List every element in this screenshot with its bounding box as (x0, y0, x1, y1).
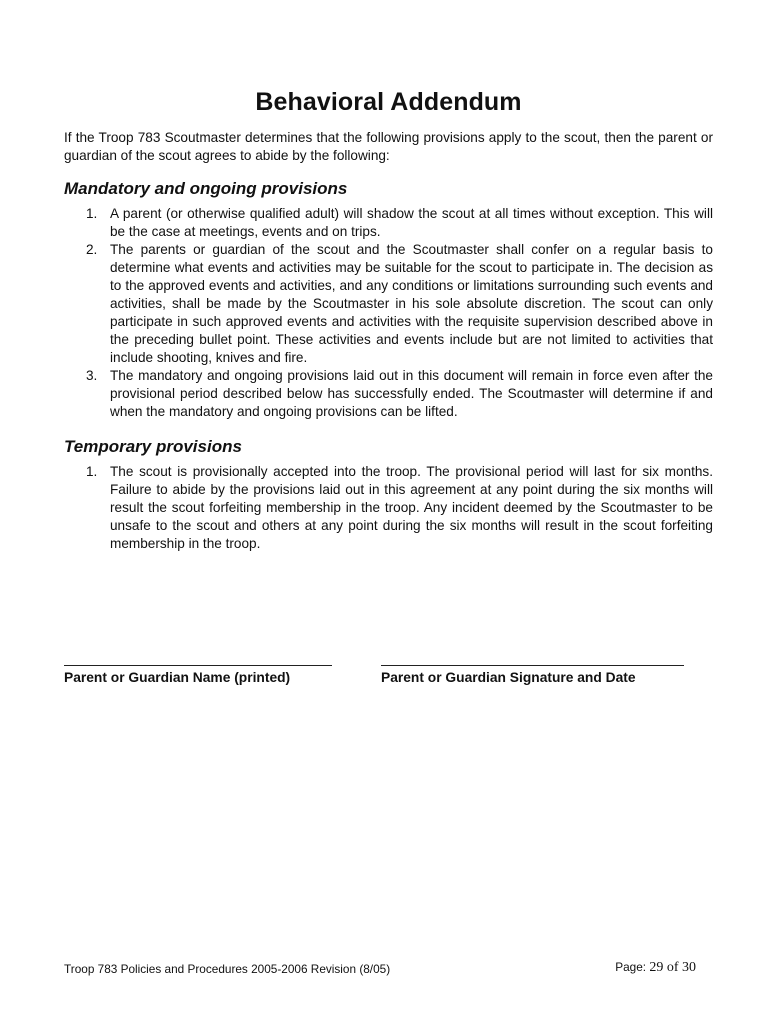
document-body (64, 88, 713, 569)
signature-line-name[interactable] (64, 665, 332, 666)
list-item (64, 205, 713, 241)
signature-line-signature[interactable] (381, 665, 684, 666)
signature-block-name (64, 651, 332, 685)
list-item-text: The scout is provisionally accepted into the troop. The provisional period will last for six months. Failure to abide by the provisions laid out in this agreement at any point during the six months will result the scout forfeiting membership in the troop. Any incident deemed by the Scoutmaster to be unsafe to the scout and others at any point during the six months will result in the scout forfeiting membership in the troop. (110, 464, 713, 551)
signature-label-signature: Parent or Guardian Signature and Date (381, 670, 636, 685)
section-temporary (64, 437, 713, 553)
footer-page-indicator (615, 960, 696, 976)
list-item-text: The mandatory and ongoing provisions laid out in this document will remain in force even after the provisional period described below has successfully ended. The Scoutmaster will determine if and when the mandatory and ongoing provisions can be lifted. (110, 368, 713, 419)
section-heading-mandatory: Mandatory and ongoing provisions (64, 179, 348, 198)
signature-block-signature (381, 651, 684, 685)
list-item-number: 1. (86, 464, 98, 479)
list-item-number: 2. (86, 242, 98, 257)
intro-paragraph: If the Troop 783 Scoutmaster determines that the following provisions apply to the scout, then the parent or guardian of the scout agrees to abide by the following: (64, 130, 713, 163)
mandatory-list (64, 205, 713, 421)
temporary-list (64, 463, 713, 553)
section-heading-temporary: Temporary provisions (64, 437, 242, 456)
list-item-number: 1. (86, 206, 98, 221)
footer-document-title: Troop 783 Policies and Procedures 2005-2006 Revision (8/05) (64, 962, 391, 976)
signature-label-name: Parent or Guardian Name (printed) (64, 670, 291, 685)
signature-area (64, 651, 713, 691)
page-title: Behavioral Addendum (255, 88, 522, 116)
list-item (64, 463, 713, 553)
list-item-number: 3. (86, 368, 98, 383)
list-item (64, 367, 713, 421)
list-item-text: A parent (or otherwise qualified adult) will shadow the scout at all times without exception. This will be the case at meetings, events and on trips. (110, 206, 713, 239)
list-item-text: The parents or guardian of the scout and the Scoutmaster shall confer on a regular basis to determine what events and activities may be suitable for the scout to participate in. The decision as to the approved events and activities, and any conditions or limitations surrounding such events and activities, shall be made by the Scoutmaster in his sole absolute discretion. The scout can only participate in such approved events and activities with the requisite supervision described above in the preceding bullet point. These activities and events include but are not limited to activities that include shooting, knives and fire. (110, 242, 713, 365)
section-mandatory (64, 179, 713, 421)
list-item (64, 241, 713, 367)
footer-page-number: 29 of 30 (649, 960, 696, 975)
footer-page-label: Page: (615, 960, 647, 974)
